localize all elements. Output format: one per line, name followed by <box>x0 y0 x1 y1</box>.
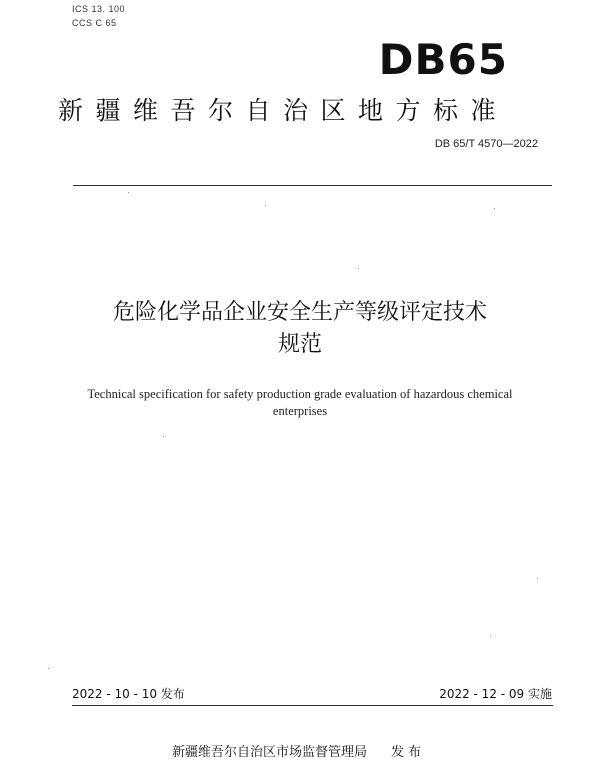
english-title-line-2: enterprises <box>272 404 328 418</box>
english-title <box>50 386 550 420</box>
standard-number: DB 65/T 4570—2022 <box>434 138 538 150</box>
issuer-action: 发 布 <box>391 745 422 760</box>
english-title-line-1: Technical specification for safety production grade evaluation of hazardous chemical <box>87 387 513 401</box>
chinese-title-line-2: 规范 <box>277 332 322 357</box>
top-divider <box>73 185 552 186</box>
chinese-title <box>60 297 540 361</box>
ics-code: ICS 13. 100 <box>72 4 126 14</box>
standard-type-heading: 新疆维吾尔自治区地方标准 <box>58 96 509 125</box>
scan-speck <box>358 268 359 269</box>
publish-date: 2022 - 10 - 10 发布 <box>72 687 185 701</box>
classification-codes <box>72 2 125 30</box>
scan-speck <box>128 192 129 193</box>
scan-speck <box>494 208 495 209</box>
effective-date: 2022 - 12 - 09 实施 <box>439 687 552 701</box>
scan-speck <box>48 668 49 669</box>
issuer-name: 新疆维吾尔自治区市场监督管理局 <box>172 745 368 760</box>
db65-logo: DB65 <box>378 35 508 84</box>
scan-speck <box>537 578 538 579</box>
issuer-line <box>172 744 421 762</box>
bottom-divider <box>72 705 553 706</box>
scan-speck <box>490 636 491 637</box>
chinese-title-line-1: 危险化学品企业安全生产等级评定技术 <box>112 300 487 325</box>
ccs-code: CCS C 65 <box>72 18 117 28</box>
scan-speck <box>163 436 164 437</box>
scan-speck <box>265 205 266 206</box>
